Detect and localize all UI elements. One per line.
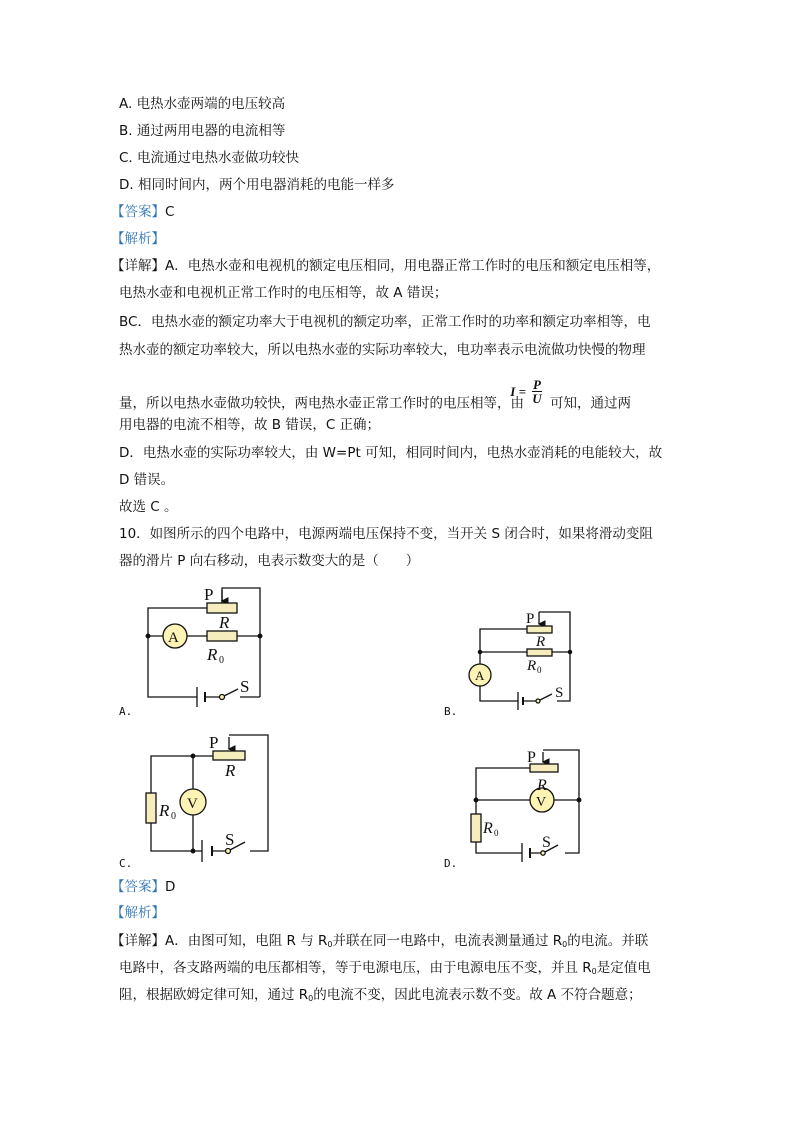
detail-line [119, 986, 642, 1008]
detail-tag: 【详解】 [111, 933, 165, 949]
option-label-b: B. [444, 705, 458, 718]
text-line: 用电器的电流不相等，故 B 错误，C 正确； [119, 417, 381, 433]
analysis-tag: 【解析】 [111, 231, 165, 247]
label-sub: 0 [537, 665, 542, 675]
label-r: R [219, 613, 230, 632]
detail-tag: 【详解】 [111, 258, 165, 274]
option-label-c: C. [119, 857, 133, 870]
question-stem: 器的滑片 P 向右移动，电表示数变大的是（ ） [119, 553, 420, 569]
label-r: R [536, 634, 546, 650]
label-sub: 0 [494, 828, 499, 838]
label-sub: 0 [171, 811, 176, 822]
text: 的电流不变，因此电流表示数不变。故 A 不符合题意； [313, 987, 642, 1003]
option-b: B. 通过两用电器的电流相等 [119, 123, 286, 139]
ammeter-label: A [168, 630, 179, 646]
text-line: BC．电热水壶的额定功率大于电视机的额定功率，正常工作时的功率和额定功率相等，电 [119, 314, 651, 330]
label-r0: R [483, 820, 493, 837]
circuit-d [471, 749, 581, 862]
option-label-a: A. [119, 705, 133, 718]
text-line: D 错误。 [119, 472, 175, 488]
label-p: P [209, 733, 219, 752]
label-s: S [225, 830, 235, 849]
text: 电路中，各支路两端的电压都相等，等于电源电压，由于电源电压不变，并且 R [119, 960, 592, 976]
detail-line [119, 959, 651, 981]
option-d: D. 相同时间内，两个用电器消耗的电能一样多 [119, 177, 395, 193]
text: 的电流。并联 [567, 933, 649, 949]
option-label-d: D. [444, 857, 458, 870]
label-r0: R [527, 658, 537, 674]
label-r: R [537, 777, 547, 794]
text: 可知，通过两 [549, 395, 631, 412]
answer-value: C [165, 204, 175, 220]
text: 是定值电 [596, 960, 651, 976]
label-p: P [526, 611, 535, 627]
ammeter-label: A [475, 668, 485, 683]
option-c: C. 电流通过电热水壶做功较快 [119, 150, 300, 166]
detail-line [111, 932, 648, 954]
label-sub: 0 [219, 655, 224, 666]
text-line: D．电热水壶的实际功率较大，由 W=Pt 可知，相同时间内，电热水壶消耗的电能较大，故 [119, 445, 663, 461]
label-r0: R [207, 645, 218, 664]
option-a: A. 电热水壶两端的电压较高 [119, 96, 286, 112]
label-r: R [225, 761, 236, 780]
label-s: S [555, 685, 564, 701]
text: 阻，根据欧姆定律可知，通过 R [119, 987, 309, 1003]
circuit-a [146, 585, 262, 707]
subscript: 0 [591, 967, 597, 976]
text-line: 热水壶的额定功率较大，所以电热水壶的实际功率较大，电功率表示电流做功快慢的物理 [119, 342, 646, 358]
subscript: 0 [308, 994, 314, 1003]
subscript: 0 [327, 940, 333, 949]
formula-numerator: P [533, 377, 541, 392]
text: 量，所以电热水壶做功较快，两电热水壶正常工作时的电压相等，由 [119, 395, 524, 412]
label-p: P [527, 749, 536, 766]
circuit-b [469, 611, 572, 710]
text-line: 故选 C 。 [119, 499, 178, 515]
answer-tag: 【答案】 [111, 204, 165, 220]
subscript: 0 [562, 940, 568, 949]
answer-value: D [165, 879, 176, 895]
formula-lhs: I = [510, 384, 527, 399]
circuit-c [146, 733, 268, 862]
text: A．由图可知，电阻 R 与 R [165, 933, 328, 949]
label-p: P [204, 585, 214, 604]
formula-denominator: U [532, 391, 542, 406]
voltmeter-label: V [187, 796, 198, 812]
voltmeter-label: V [536, 795, 547, 810]
answer-line [111, 878, 175, 896]
text: 并联在同一电路中，电流表测量通过 R [332, 933, 563, 949]
text-line: 电热水壶和电视机正常工作时的电压相等，故 A 错误； [119, 285, 448, 301]
question-stem: 10．如图所示的四个电路中，电源两端电压保持不变，当开关 S 闭合时，如果将滑动变阻 [119, 526, 653, 542]
label-s: S [240, 677, 250, 696]
answer-tag: 【答案】 [111, 879, 165, 895]
label-s: S [542, 834, 551, 851]
text: A．电热水壶和电视机的额定电压相同，用电器正常工作时的电压和额定电压相等， [165, 258, 661, 274]
label-r0: R [159, 801, 170, 820]
analysis-tag: 【解析】 [111, 905, 165, 921]
